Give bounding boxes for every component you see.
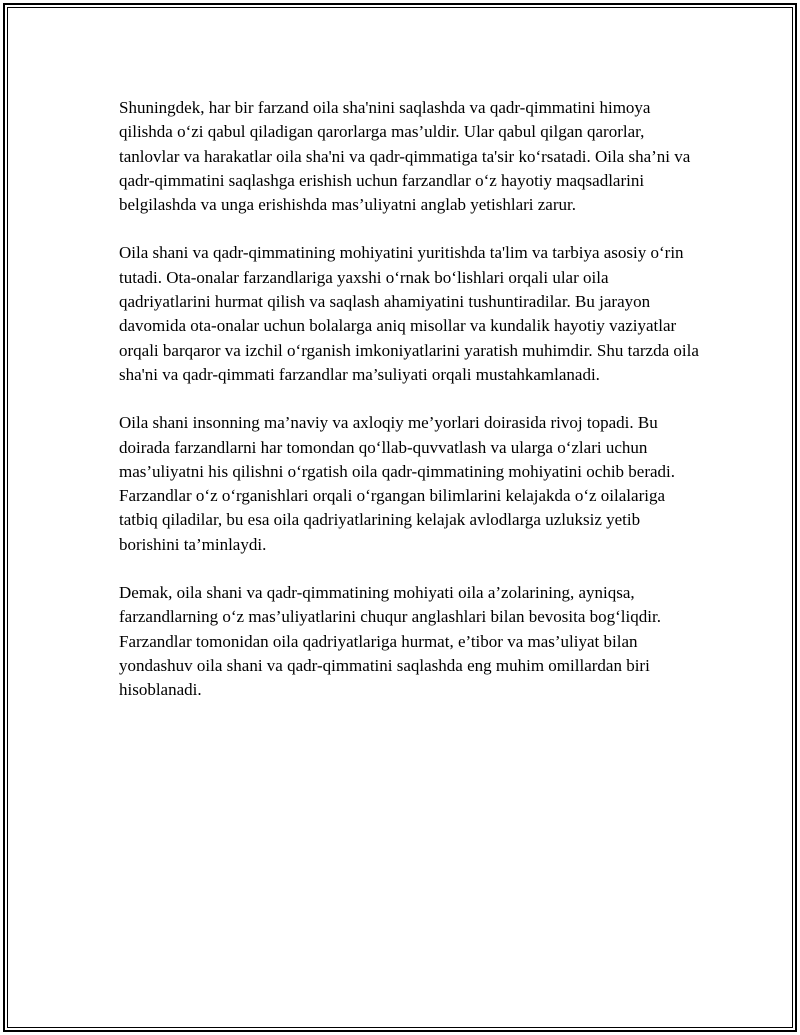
paragraph-3: Oila shani insonning ma’naviy va axloqiy me’yorlari doirasida rivoj topadi. Bu doirada farzandlarni har tomondan qo‘llab-quvvatlash va ularga o‘zlari uchun mas’uliyatni his qilishni o‘rgatish oila qadr-qimmatining mohiyatini ochib beradi. Farzandlar o‘z o‘rganishlari orqali o‘rgangan bilimlarini kelajakda o‘z oilalariga tatbiq qiladilar, bu esa oila qadriyatlarining kelajak avlodlarga uzluksiz yetib borishini ta’minlaydi. xyxy=(119,413,676,554)
paragraph-4: Demak, oila shani va qadr-qimmatining mohiyati oila a’zolarining, ayniqsa, farzandlarning o‘z mas’uliyatlarini chuqur anglashlari bilan bevosita bog‘liqdir. Farzandlar tomonidan oila qadriyatlariga hurmat, e’tibor va mas’uliyat bilan yondashuv oila shani va qadr-qimmatini saqlashda eng muhim omillardan biri hisoblanadi. xyxy=(119,583,661,700)
document-body xyxy=(119,96,699,727)
paragraph-1: Shuningdek, har bir farzand oila sha'nini saqlashda va qadr-qimmatini himoya qilishda o‘zi qabul qiladigan qarorlarga mas’uldir. Ular qabul qilgan qarorlar, tanlovlar va harakatlar oila sha'ni va qadr-qimmatiga ta'sir ko‘rsatadi. Oila sha’ni va qadr-qimmatini saqlashga erishish uchun farzandlar o‘z hayotiy maqsadlarini belgilashda va unga erishishda mas’uliyatni anglab yetishlari zarur. xyxy=(119,98,691,215)
page-border xyxy=(3,3,797,1032)
paragraph-2: Oila shani va qadr-qimmatining mohiyatini yuritishda ta'lim va tarbiya asosiy o‘rin tutadi. Ota-onalar farzandlariga yaxshi o‘rnak bo‘lishlari orqali ular oila qadriyatlarini hurmat qilish va saqlash ahamiyatini tushuntiradilar. Bu jarayon davomida ota-onalar uchun bolalarga aniq misollar va kundalik hayotiy vaziyatlar orqali barqaror va izchil o‘rganish imkoniyatlarini yaratish muhimdir. Shu tarzda oila sha'ni va qadr-qimmati farzandlar ma’suliyati orqali mustahkamlanadi. xyxy=(119,243,699,384)
